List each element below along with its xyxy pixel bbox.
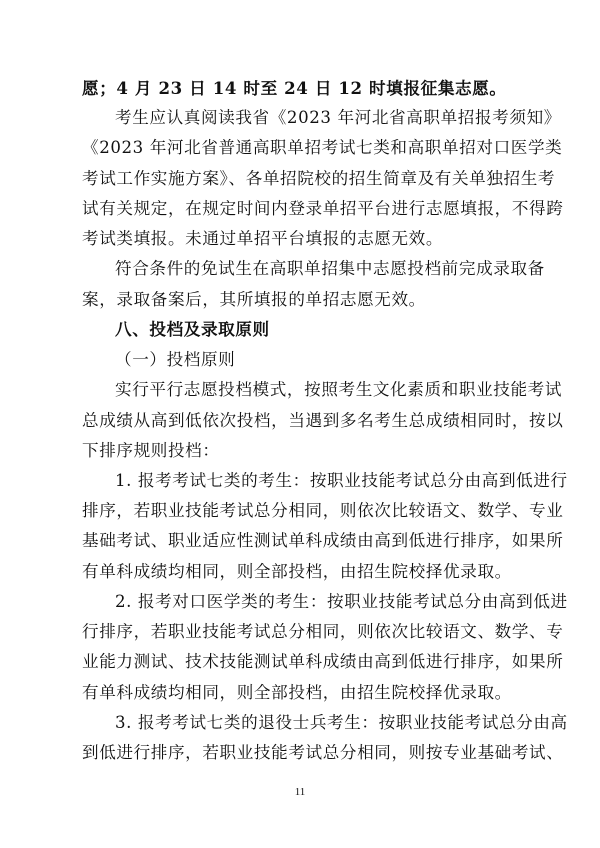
text-line-20: 业能力测试、技术技能测试单科成绩由高到低进行排序，如果所: [82, 652, 564, 671]
subsection-heading: （一）投档原则: [115, 350, 236, 369]
text-line-4: 考试工作实施方案》、各单招院校的招生简章及有关单独招生考: [82, 169, 556, 188]
text-line-16: 基础考试、职业适应性测试单科成绩由高到低进行排序，如果所: [82, 531, 564, 550]
text-line-19: 行排序，若职业技能考试总分相同，则依次比较语文、数学、专: [82, 622, 564, 641]
text-line-5: 试有关规定，在规定时间内登录单招平台进行志愿填报，不得跨: [82, 199, 564, 218]
text-line-15: 排序，若职业技能考试总分相同，则依次比较语文、数学、专业: [82, 501, 564, 520]
section-heading: 八、投档及录取原则: [115, 320, 270, 339]
text-line-1: 愿；4 月 23 日 14 时至 24 日 12 时填报征集志愿。: [82, 78, 507, 98]
text-line-12: 总成绩从高到低依次投档，当遇到多名考生总成绩相同时，按以: [82, 411, 564, 430]
text-line-11: 实行平行志愿投档模式，按照考生文化素质和职业技能考试: [115, 380, 563, 399]
text-line-18: 2. 报考对口医学类的考生：按职业技能考试总分由高到低进: [115, 592, 568, 611]
text-line-6: 考试类填报。未通过单招平台填报的志愿无效。: [82, 229, 444, 248]
text-line-14: 1. 报考考试七类的考生：按职业技能考试总分由高到低进行: [115, 471, 568, 490]
text-line-13: 下排序规则投档：: [82, 441, 220, 460]
text-line-21: 有单科成绩均相同，则全部投档，由招生院校择优录取。: [82, 683, 512, 702]
text-line-22: 3. 报考考试七类的退役士兵考生：按职业技能考试总分由高: [115, 713, 568, 732]
text-line-7: 符合条件的免试生在高职单招集中志愿投档前完成录取备: [115, 259, 545, 278]
text-line-8: 案，录取备案后，其所填报的单招志愿无效。: [82, 290, 426, 309]
text-line-3: 《2023 年河北省普通高职单招考试七类和高职单招对口医学类: [82, 138, 563, 157]
text-line-23: 到低进行排序，若职业技能考试总分相同，则按专业基础考试、: [82, 743, 564, 762]
text-line-2: 考生应认真阅读我省《2023 年河北省高职单招报考须知》: [115, 108, 561, 127]
text-line-17: 有单科成绩均相同，则全部投档，由招生院校择优录取。: [82, 562, 512, 581]
page-number: 11: [294, 786, 306, 798]
